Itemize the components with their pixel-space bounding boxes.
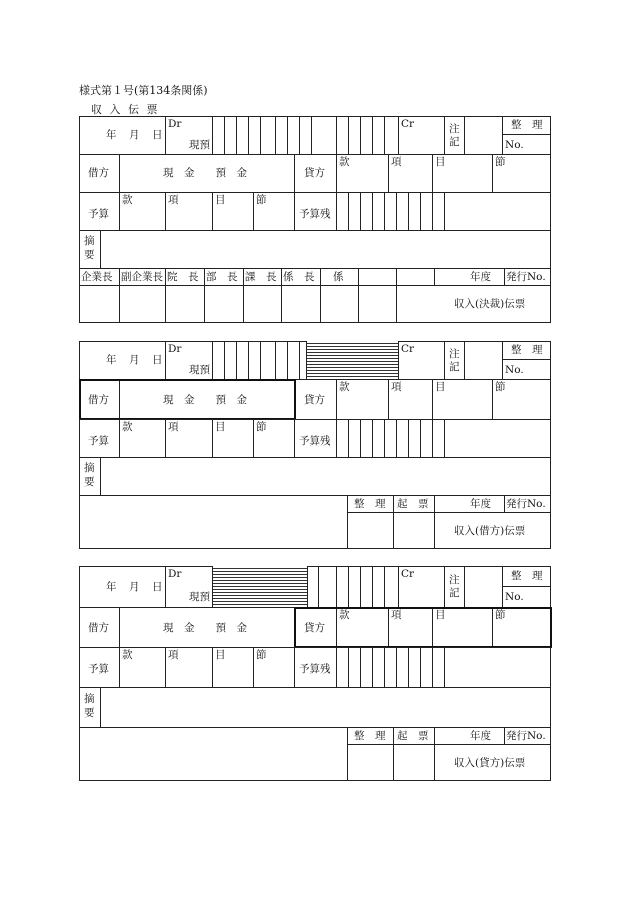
dr-label: Dr: [168, 568, 182, 580]
kan-label-2: 款: [122, 421, 133, 433]
you-label: 要: [84, 476, 95, 488]
month-label: 月: [129, 129, 140, 141]
budget-remaining-label: 予算残: [299, 663, 331, 675]
chu-label: 注: [449, 574, 460, 586]
seiri-footer-label: 整 理: [354, 730, 386, 742]
kihyou-label: 起 票: [397, 730, 429, 742]
hatched-cell: [306, 341, 398, 379]
day-label: 日: [152, 581, 163, 593]
teki-label: 摘: [84, 693, 95, 705]
budget-label: 予算: [88, 663, 109, 675]
debit-label: 借方: [88, 167, 109, 179]
year-label: 年: [106, 129, 117, 141]
debit-label: 借方: [88, 622, 109, 634]
approval-label-1: 副企業長: [121, 271, 163, 283]
credit-label: 貸方: [304, 167, 325, 179]
dr-label: Dr: [168, 343, 182, 355]
seiri-footer-label: 整 理: [354, 498, 386, 510]
teki-label: 摘: [84, 462, 95, 474]
debit-label: 借方: [88, 394, 109, 406]
approval-label-0: 企業長: [81, 271, 113, 283]
seiri-label: 整 理: [511, 344, 543, 356]
no-label: No.: [505, 364, 524, 376]
setsu-label: 節: [495, 381, 506, 393]
no-label: No.: [505, 591, 524, 603]
budget-label: 予算: [88, 208, 109, 220]
budget-remaining-label: 予算残: [299, 435, 331, 447]
kou-label-2: 項: [168, 194, 179, 206]
month-label: 月: [129, 581, 140, 593]
ki-label: 記: [449, 361, 460, 373]
cash-deposit-main: 現 金 預 金: [163, 622, 247, 634]
setsu-label-2: 節: [256, 421, 267, 433]
approval-label-2: 院 長: [167, 271, 199, 283]
budget-remaining-label: 予算残: [299, 208, 331, 220]
slip-name: 収入(借方)伝票: [454, 525, 526, 537]
kou-label: 項: [391, 381, 402, 393]
credit-label: 貸方: [304, 394, 325, 406]
kou-label-2: 項: [168, 649, 179, 661]
cash-deposit-main: 現 金 預 金: [163, 167, 247, 179]
kan-label-2: 款: [122, 194, 133, 206]
you-label: 要: [84, 249, 95, 261]
issue-no-label: 発行No.: [506, 271, 546, 283]
page-title: 収 入 伝 票: [91, 103, 160, 116]
day-label: 日: [152, 354, 163, 366]
cr-label: Cr: [401, 118, 415, 130]
cr-label: Cr: [401, 343, 415, 355]
credit-label: 貸方: [304, 622, 325, 634]
year-label: 年: [106, 581, 117, 593]
ki-label: 記: [449, 587, 460, 599]
kou-label: 項: [391, 156, 402, 168]
moku-label-2: 目: [215, 421, 226, 433]
ki-label: 記: [449, 136, 460, 148]
approval-label-6: 係: [333, 271, 344, 283]
moku-label: 目: [435, 381, 446, 393]
setsu-label-2: 節: [256, 194, 267, 206]
kan-label: 款: [339, 381, 350, 393]
teki-label: 摘: [84, 235, 95, 247]
issue-no-label: 発行No.: [506, 498, 546, 510]
seiri-label: 整 理: [511, 570, 543, 582]
chu-label: 注: [449, 123, 460, 135]
cash-deposit-label: 現預: [189, 591, 210, 603]
fiscal-year-label: 年度: [470, 730, 491, 742]
hatched-cell: [212, 566, 307, 607]
kan-label-2: 款: [122, 649, 133, 661]
moku-label-2: 目: [215, 194, 226, 206]
cash-deposit-main: 現 金 預 金: [163, 394, 247, 406]
kihyou-label: 起 票: [397, 498, 429, 510]
kan-label: 款: [339, 156, 350, 168]
kan-label: 款: [339, 609, 350, 621]
year-label: 年: [106, 354, 117, 366]
setsu-label: 節: [495, 156, 506, 168]
you-label: 要: [84, 707, 95, 719]
form-number: 様式第１号(第134条関係): [79, 84, 208, 97]
approval-label-3: 部 長: [206, 271, 238, 283]
setsu-label: 節: [495, 609, 506, 621]
no-label: No.: [505, 139, 524, 151]
approval-label-4: 課 長: [245, 271, 277, 283]
cash-deposit-label: 現預: [189, 139, 210, 151]
kou-label: 項: [391, 609, 402, 621]
approval-label-5: 係 長: [283, 271, 315, 283]
chu-label: 注: [449, 348, 460, 360]
issue-no-label: 発行No.: [506, 730, 546, 742]
moku-label: 目: [435, 609, 446, 621]
setsu-label-2: 節: [256, 649, 267, 661]
slip-name: 収入(貸方)伝票: [454, 757, 526, 769]
dr-label: Dr: [168, 118, 182, 130]
moku-label-2: 目: [215, 649, 226, 661]
moku-label: 目: [435, 156, 446, 168]
fiscal-year-label: 年度: [470, 271, 491, 283]
cash-deposit-label: 現預: [189, 364, 210, 376]
cr-label: Cr: [401, 568, 415, 580]
seiri-label: 整 理: [511, 119, 543, 131]
fiscal-year-label: 年度: [470, 498, 491, 510]
kou-label-2: 項: [168, 421, 179, 433]
budget-label: 予算: [88, 435, 109, 447]
month-label: 月: [129, 354, 140, 366]
slip-name: 収入(決裁)伝票: [454, 298, 526, 310]
day-label: 日: [152, 129, 163, 141]
